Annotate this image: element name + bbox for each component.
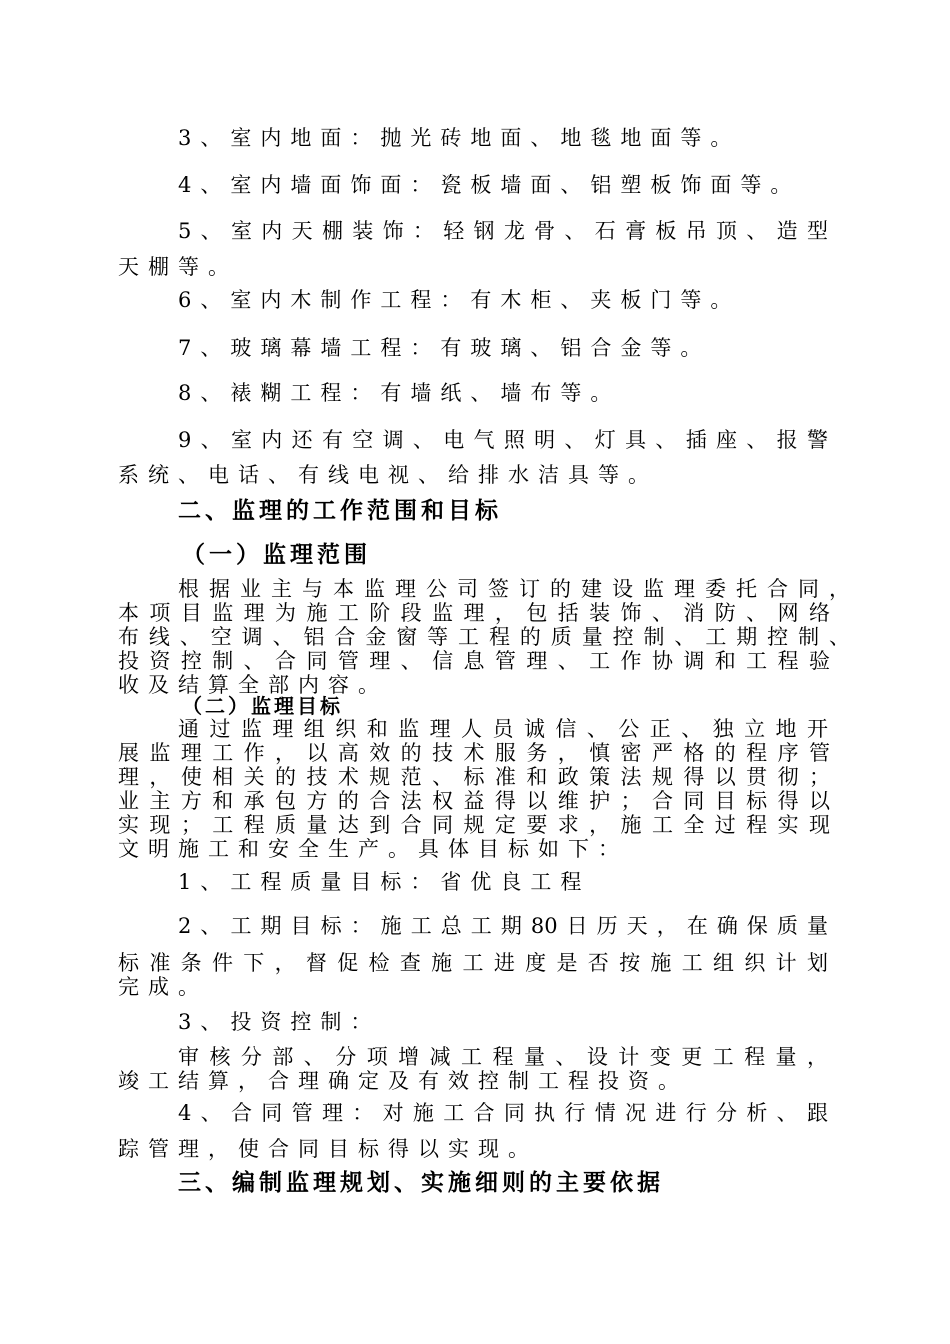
- paragraph-scope-line: 收及结算全部内容。: [118, 673, 388, 697]
- paragraph-goal-line: 通过监理组织和监理人员诚信、公正、独立地开: [178, 717, 828, 741]
- subsection-heading-goal: （二）监理目标: [182, 694, 343, 718]
- goal-item-investment: 3、投资控制：: [178, 1010, 381, 1034]
- list-item-services-cont: 系统、电话、有线电视、给排水洁具等。: [118, 463, 658, 487]
- list-item-wall: 4、室内墙面饰面：瓷板墙面、铝塑板饰面等。: [178, 173, 801, 197]
- goal-item-schedule-cont: 完成。: [118, 975, 208, 999]
- paragraph-goal-line: 文明施工和安全生产。具体目标如下：: [118, 837, 628, 861]
- list-item-wallpaper: 8、裱糊工程：有墙纸、墙布等。: [178, 381, 621, 405]
- list-item-woodwork: 6、室内木制作工程：有木柜、夹板门等。: [178, 288, 741, 312]
- subsection-heading-scope: （一）监理范围: [182, 542, 371, 568]
- list-item-ceiling: 5、室内天棚装饰：轻钢龙骨、石膏板吊顶、造型: [178, 219, 828, 243]
- section-heading-2: 二、监理的工作范围和目标: [178, 498, 502, 524]
- list-item-curtain-wall: 7、玻璃幕墙工程：有玻璃、铝合金等。: [178, 336, 711, 360]
- paragraph-goal-line: 实现；工程质量达到合同规定要求，施工全过程实现: [118, 813, 830, 837]
- goal-item-schedule: 2、工期目标：施工总工期80日历天，在确保质量: [178, 914, 828, 938]
- paragraph-scope-line: 投资控制、合同管理、信息管理、工作协调和工程验: [118, 649, 830, 673]
- goal-item-schedule-cont: 标准条件下，督促检查施工进度是否按施工组织计划: [118, 951, 828, 975]
- paragraph-goal-line: 理，使相关的技术规范、标准和政策法规得以贯彻；: [118, 765, 830, 789]
- paragraph-scope-line: 本项目监理为施工阶段监理，包括装饰、消防、网络: [118, 601, 830, 625]
- paragraph-scope-line: 根据业主与本监理公司签订的建设监理委托合同，: [178, 577, 850, 601]
- goal-item-contract-cont: 踪管理，使合同目标得以实现。: [118, 1137, 538, 1161]
- goal-item-contract: 4、合同管理：对施工合同执行情况进行分析、跟: [178, 1101, 828, 1125]
- paragraph-goal-line: 业主方和承包方的合法权益得以维护；合同目标得以: [118, 789, 830, 813]
- list-item-ceiling-cont: 天棚等。: [118, 255, 238, 279]
- paragraph-scope-line: 布线、空调、铝合金窗等工程的质量控制、工期控制、: [118, 625, 850, 649]
- list-item-services: 9、室内还有空调、电气照明、灯具、插座、报警: [178, 428, 828, 452]
- section-heading-3: 三、编制监理规划、实施细则的主要依据: [178, 1170, 664, 1196]
- goal-item-quality: 1、工程质量目标：省优良工程: [178, 870, 591, 894]
- goal-item-investment-detail: 竣工结算，合理确定及有效控制工程投资。: [118, 1069, 688, 1093]
- paragraph-goal-line: 展监理工作，以高效的技术服务，慎密严格的程序管: [118, 741, 830, 765]
- goal-item-investment-detail: 审核分部、分项增减工程量、设计变更工程量，: [178, 1045, 828, 1069]
- list-item-floor: 3、室内地面：抛光砖地面、地毯地面等。: [178, 126, 741, 150]
